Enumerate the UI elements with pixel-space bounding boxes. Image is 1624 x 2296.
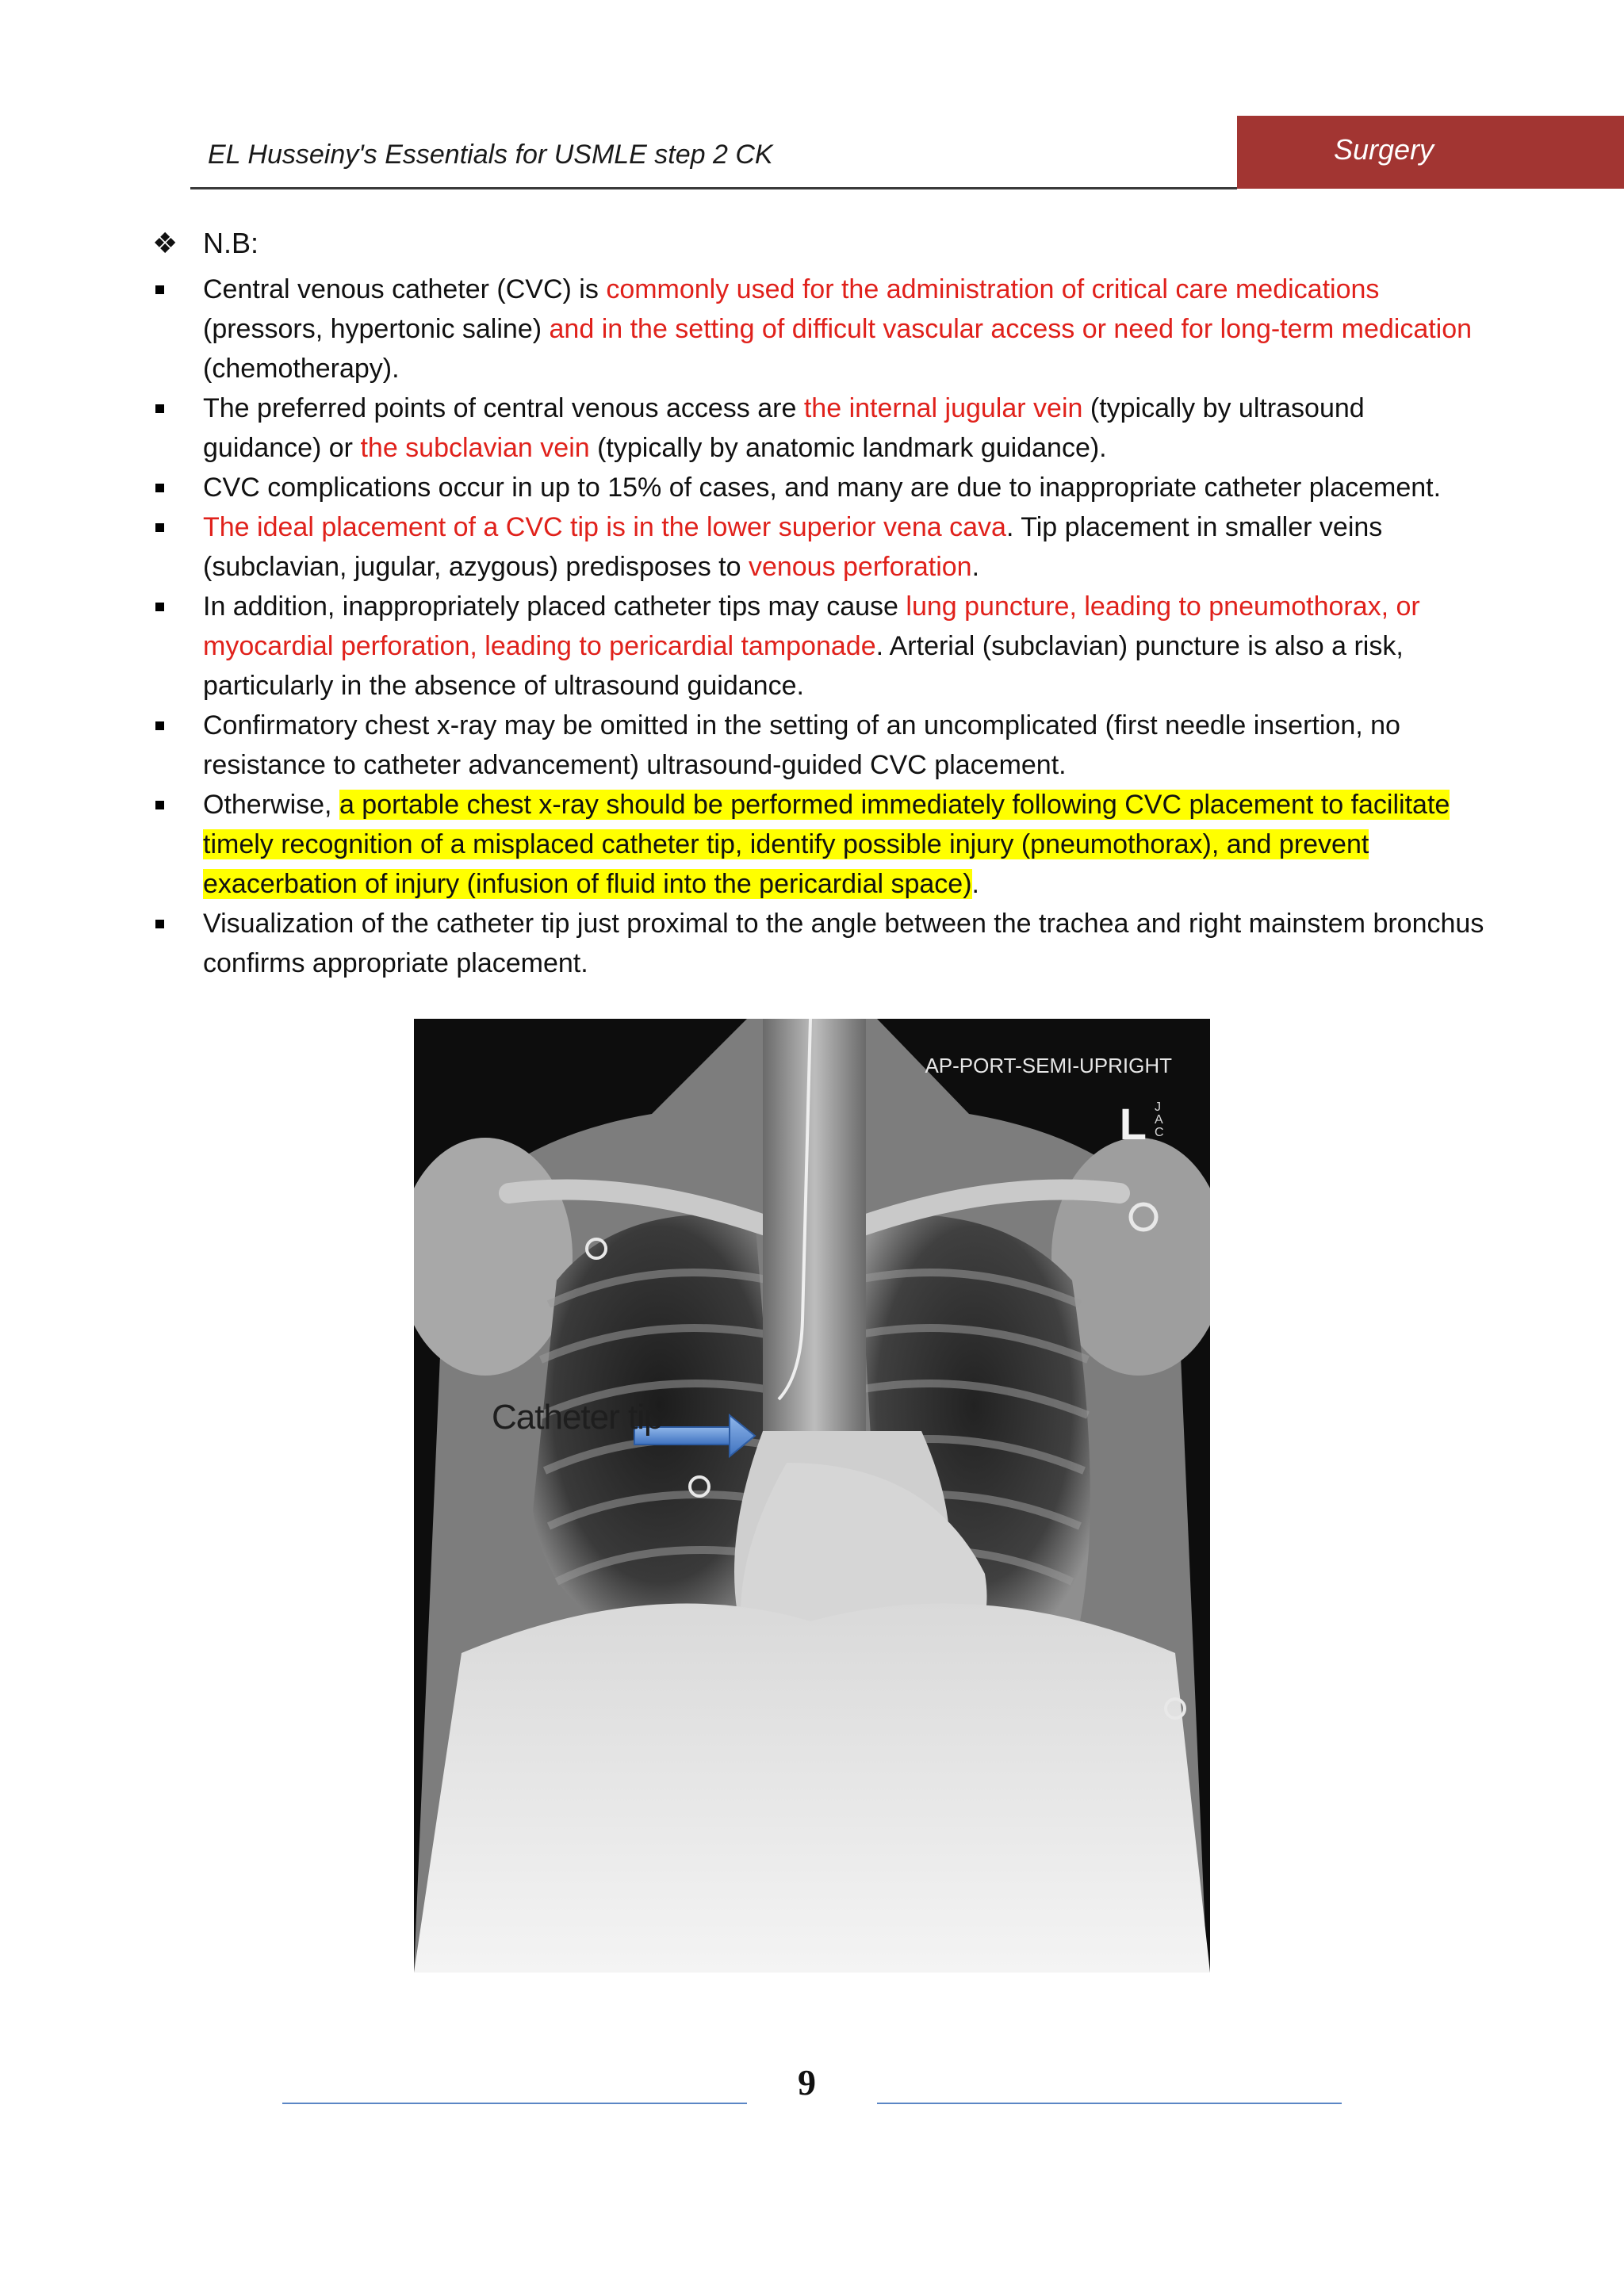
bullet-text: Confirmatory chest x-ray may be omitted in the setting of an uncomplicated (first needle insertion, no resistance to catheter advancement) ultrasound-guided CVC placement.: [203, 710, 1400, 780]
footer-rule-left: [282, 2103, 747, 2104]
bullet-item: [152, 904, 1484, 983]
xray-side-marker: L: [1119, 1099, 1147, 1149]
header-rule: [190, 187, 1237, 189]
bullet-item: [152, 587, 1484, 706]
bullet-text: (pressors, hypertonic saline): [203, 314, 550, 344]
bullet-text: CVC complications occur in up to 15% of cases, and many are due to inappropriate catheter placement.: [203, 473, 1442, 503]
emphasis-text: lung puncture, leading to pneumothorax, or myocardial perforation, leading to pericardial tamponade: [203, 591, 1420, 661]
xray-view-label: AP-PORT-SEMI-UPRIGHT: [925, 1054, 1172, 1077]
bullet-list: [152, 270, 1484, 983]
catheter-tip-label: Catheter tip: [492, 1398, 663, 1437]
bullet-item: [152, 270, 1484, 388]
chest-xray-figure: [414, 1019, 1210, 1973]
bullet-text: In addition, inappropriately placed catheter tips may cause: [203, 591, 906, 622]
highlighted-text: a portable chest x-ray should be performed immediately following CVC placement to facilitate timely recognition of a misplaced catheter tip, identify possible injury (pneumothorax), and prevent exacerbation of injury (infusion of fluid into the pericardial space): [203, 790, 1450, 899]
bullet-text: . Tip placement in smaller veins (subclavian, jugular, azygous) predisposes to: [203, 512, 1383, 582]
chest-xray-image: [414, 1019, 1210, 1973]
page-number: 9: [798, 2062, 816, 2103]
bullet-text: (chemotherapy).: [203, 354, 400, 384]
emphasis-text: the subclavian vein: [360, 433, 590, 463]
emphasis-text: commonly used for the administration of critical care medications: [606, 274, 1380, 304]
nb-heading-text: N.B:: [203, 227, 259, 259]
bullet-text: .: [971, 552, 980, 582]
section-tab-label: Surgery: [1334, 133, 1434, 166]
bullet-text: (typically by ultrasound guidance) or: [203, 393, 1365, 463]
nb-heading: [152, 227, 259, 260]
bullet-text: . Arterial (subclavian) puncture is also a risk, particularly in the absence of ultrasound guidance.: [203, 631, 1404, 701]
bullet-text: .: [971, 869, 979, 899]
bullet-item: [152, 785, 1484, 904]
bullet-item: [152, 706, 1484, 785]
emphasis-text: The ideal placement of a CVC tip is in the lower superior vena cava: [203, 512, 1006, 542]
emphasis-text: venous perforation: [748, 552, 972, 582]
bullet-item: [152, 507, 1484, 587]
bullet-item: [152, 388, 1484, 468]
bullet-text: Otherwise,: [203, 790, 339, 820]
bullet-text: The preferred points of central venous access are: [203, 393, 804, 423]
xray-side-marker-sub: JAC: [1155, 1100, 1164, 1139]
bullet-text: Visualization of the catheter tip just proximal to the angle between the trachea and right mainstem bronchus confirms appropriate placement.: [203, 909, 1484, 978]
running-header-title: EL Husseiny's Essentials for USMLE step 2 CK: [208, 140, 773, 170]
bullet-item: [152, 468, 1484, 507]
bullet-text: (typically by anatomic landmark guidance).: [589, 433, 1107, 463]
emphasis-text: and in the setting of difficult vascular access or need for long-term medication: [549, 314, 1473, 344]
diamond-bullet-icon: ❖: [152, 227, 178, 259]
footer-rule-right: [877, 2103, 1342, 2104]
bullet-text: Central venous catheter (CVC) is: [203, 274, 607, 304]
emphasis-text: the internal jugular vein: [803, 393, 1083, 423]
section-tab: [1237, 116, 1624, 189]
